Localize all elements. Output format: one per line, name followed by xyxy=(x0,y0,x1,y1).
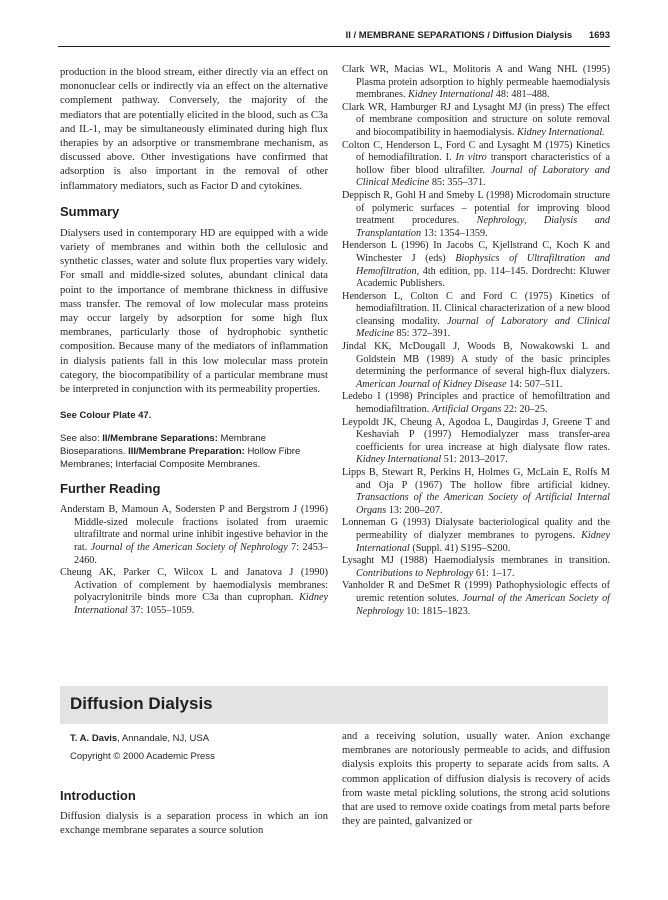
reference: Cheung AK, Parker C, Wilcox L and Janatova J (1990) Activation of complement by haemodialysis membranes: polyacrylonitrile binds more C3a than cuprophan. Kidney International 37: 1055–1059. xyxy=(60,567,328,617)
reference: Clark WR, Hamburger RJ and Lysaght MJ (in press) The effect of membrane composition and structure on solute removal and biocompatibility in haemodialysis. Kidney International. xyxy=(342,101,610,138)
summary-heading: Summary xyxy=(60,203,120,219)
author-name: T. A. Davis xyxy=(70,733,118,744)
article-title: Diffusion Dialysis xyxy=(70,694,213,713)
continuation-paragraph: production in the blood stream, either directly via an effect on mononuclear cells or indirectly via an effect on the alternative complement pathway. Conversely, the majority of the mediators that are potentially elicited in the blood, such as C3a and IL-1, may be simultaneously eliminated during high flux therapies by an adsorptive or transmembrane mechanism, as discussed above. Other investigations have confirmed that adsorption is also important in the removal of other inflammatory mediators, such as Factor D and cytokines. xyxy=(60,67,328,192)
reference: Henderson L, Colton C and Ford C (1975) Kinetics of hemodiafiltration. II. Clinical characterization of a new blood cleansing modality. Journal of Laboratory and Clinical Medicine 85: 372–391. xyxy=(342,290,611,340)
reference: Leypoldt JK, Cheung A, Agodoa L, Daugirdas J, Greene T and Keshaviah P (1997) Hemodialyzer mass transfer-area coefficients for urea increase at high dialysate flow rates. Kidney International 51: 2013–2017. xyxy=(342,416,610,466)
colour-plate-note: See Colour Plate 47. xyxy=(60,410,152,422)
see-also-lead: See also: xyxy=(60,433,100,445)
header-rule xyxy=(58,46,610,47)
reference: Lonneman G (1993) Dialysate bacteriological quality and the permeability of dialyzer membranes to pyrogens. Kidney International (Suppl. 41) S195–S200. xyxy=(342,517,610,554)
reference: Jindal KK, McDougall J, Woods B, Nowakowski L and Goldstein MB (1989) A study of the basic principles determining the performance of several high-flux dialyzers. American Journal of Kidney Disease 14: 507–511. xyxy=(342,341,610,390)
introduction-heading: Introduction xyxy=(60,788,136,803)
author-line xyxy=(70,730,330,748)
introduction-section xyxy=(60,788,328,838)
summary-paragraph: Dialysers used in contemporary HD are equipped with a wide variety of membranes and within both the cellulosic and synthetic classes, water and solute flux properties vary widely. For small and middle-sized solutes, abundant clinical data point to the importance of membrane thickness in diffusive mass transfer. The removal of low molecular mass proteins may occur largely by adsorption for some high flux membranes, particularly those of hydrophobic synthetic composition. Because many of the mediators of inflammation in dialysis patients fall in this low molecular mass protein category, the biocompatibility of a particular membrane must be interpreted in conjunction with its permeability properties. xyxy=(60,227,328,396)
introduction-continued-paragraph: and a receiving solution, usually water. Anion exchange membranes are notoriously permeable to acids, and diffusion dialysis exploits this property to separate acids from salts. A common application of diffusion dialysis is recovery of acids from waste metal pickling solutions, the strong acid solutions that are used to remove oxide coatings from metal parts before they are painted, galvanized or xyxy=(342,731,610,828)
reference: Clark WR, Macias WL, Molitoris A and Wang NHL (1995) Plasma protein adsorption to highly permeable haemodialysis membranes. Kidney International 48: 481–488. xyxy=(342,64,610,101)
right-column-references xyxy=(342,64,610,618)
see-also-topic-2[interactable]: Hollow Fibre Membranes; Interfacial Composite Membranes. xyxy=(60,446,301,471)
reference: Anderstam B, Mamoun A, Sodersten P and Bergstrom J (1996) Middle-sized molecule fractions isolated from uraemic ultrafiltrate and normal urine inhibit ingestive behavior in the rat. Journal of the American Society of Nephrology 7: 2453–2460. xyxy=(60,504,328,566)
reference: Henderson L (1996) In Jacobs C, Kjellstrand C, Koch K and Winchester J (eds) Biophysics of Ultrafiltration and Hemofiltration, 4th edition, pp. 114–145. Dordrecht: Kluwer Academic Publishers. xyxy=(342,240,610,290)
article-title-banner xyxy=(60,686,608,724)
author-block xyxy=(70,730,330,766)
see-also-topic-1[interactable]: Membrane Bioseparations. xyxy=(60,433,266,458)
page-number: 1693 xyxy=(588,30,610,41)
reference: Colton C, Henderson L, Ford C and Lysaght M (1975) Kinetics of hemodiafiltration. I. In vitro transport characteristics of a hollow fiber blood ultrafilter. Journal of Laboratory and Clinical Medicine 85: 355–371. xyxy=(342,139,610,189)
running-header xyxy=(300,30,610,44)
further-reading-heading: Further Reading xyxy=(60,481,161,497)
author-affiliation: , Annandale, NJ, USA xyxy=(117,733,210,744)
introduction-continued xyxy=(342,730,610,829)
running-title: II / MEMBRANE SEPARATIONS / Diffusion Dialysis xyxy=(345,30,573,41)
left-column xyxy=(60,66,328,618)
introduction-paragraph: Diffusion dialysis is a separation process in which an ion exchange membrane separates a source solution xyxy=(60,811,328,837)
reference: Deppisch R, Gohl H and Smeby L (1998) Microdomain structure of polymeric surfaces – potential for improving blood treatment procedures. Nephrology, Dialysis and Transplantation 13: 1354–1359. xyxy=(342,189,610,239)
see-also xyxy=(60,432,328,471)
reference: Vanholder R and DeSmet R (1999) Pathophysiologic effects of uremic retention solutes. Journal of the American Society of Nephrology 10: 1815–1823. xyxy=(342,580,610,617)
reference: Lysaght MJ (1988) Haemodialysis membranes in transition. Contributions to Nephrology 61: 1–17. xyxy=(342,555,610,579)
reference: Ledebo I (1998) Principles and practice of hemofiltration and hemodiafiltration. Artificial Organs 22: 20–25. xyxy=(342,391,610,416)
see-also-section-1[interactable]: II/Membrane Separations: xyxy=(102,433,218,445)
reference: Lipps B, Stewart R, Perkins H, Holmes G, McLain E, Rolfs M and Oja P (1967) The hollow fibre artificial kidney. Transactions of the American Society of Artificial Internal Organs 13: 200–207. xyxy=(342,467,610,516)
see-also-section-2[interactable]: III/Membrane Preparation: xyxy=(128,446,245,458)
copyright-line: Copyright © 2000 Academic Press xyxy=(70,751,215,762)
